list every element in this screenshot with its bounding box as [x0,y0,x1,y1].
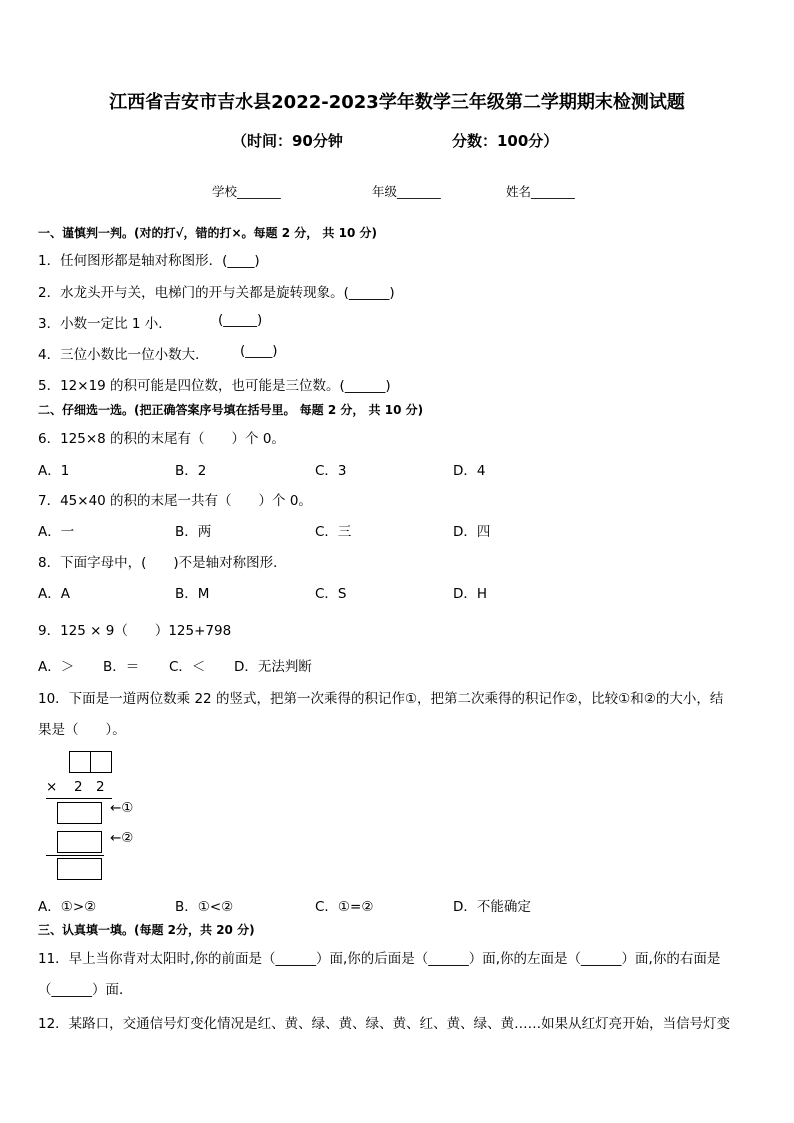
section-1-heading: 一、谨慎判一判。(对的打√，错的打×。每题 2 分， 共 10 分) [38,226,377,240]
q6-option-b: B．2 [175,463,207,479]
q7-option-a: A．一 [38,524,75,540]
q9-option-a: A．＞ [38,659,75,675]
q8-option-c: C．S [315,586,347,602]
grade-field: 年级_______ [372,184,441,199]
question-4-blank: (____) [240,343,278,359]
q8-option-d: D．H [453,586,488,602]
question-1: 1．任何图形都是轴对称图形．(____) [38,253,260,269]
multiply-sign: × [46,779,58,795]
tens-digit-box [69,751,91,773]
q10-option-a: A．①>② [38,899,97,915]
partial-product-1-arrow: ←① [110,800,134,816]
q6-option-d: D．4 [453,463,486,479]
q8-option-b: B．M [175,586,210,602]
q6-option-a: A．1 [38,463,70,479]
question-4: 4．三位小数比一位小数大． [38,347,209,363]
exam-time: （时间：90分钟 [232,132,343,150]
question-11-line-1: 11．早上当你背对太阳时,你的前面是（______）面,你的后面是（______）面,你的左面是（______）面,你的右面是 [38,951,721,967]
product-line-1 [46,798,112,799]
exam-score: 分数：100分） [452,132,559,150]
question-6: 6．125×8 的积的末尾有（ ）个 0。 [38,431,285,447]
multiplier-ones-digit: 2 [96,779,105,795]
q8-option-a: A．A [38,586,70,602]
q7-option-b: B．两 [175,524,212,540]
section-3-heading: 三、认真填一填。(每题 2分，共 20 分) [38,923,255,937]
q9-option-b: B．＝ [103,659,140,675]
q7-option-c: C．三 [315,524,352,540]
q7-option-d: D．四 [453,524,491,540]
q10-option-b: B．①<② [175,899,234,915]
ones-digit-box [90,751,112,773]
multiplier-tens-digit: 2 [74,779,83,795]
question-3-blank: (_____) [218,312,263,328]
partial-product-2-box [57,831,102,853]
q10-option-c: C．①=② [315,899,374,915]
product-line-2 [46,855,104,856]
question-10-line-2: 果是（ ）。 [38,722,126,738]
partial-product-1-box [57,802,102,824]
school-field: 学校_______ [212,184,281,199]
question-5: 5．12×19 的积可能是四位数，也可能是三位数。(______) [38,378,391,394]
q6-option-c: C．3 [315,463,347,479]
section-2-heading: 二、仔细选一选。(把正确答案序号填在括号里。 每题 2 分， 共 10 分) [38,403,424,417]
page-title: 江西省吉安市吉水县2022-2023学年数学三年级第二学期期末检测试题 [109,92,685,113]
question-10-line-1: 10．下面是一道两位数乘 22 的竖式，把第一次乘得的积记作①，把第二次乘得的积记作②，比较①和②的大小，结 [38,691,724,707]
partial-product-2-arrow: ←② [110,830,134,846]
question-3: 3．小数一定比 1 小． [38,316,172,332]
q9-option-c: C．＜ [169,659,206,675]
question-8: 8．下面字母中，( )不是轴对称图形． [38,555,287,571]
question-7: 7．45×40 的积的末尾一共有（ ）个 0。 [38,493,312,509]
question-2: 2．水龙头开与关，电梯门的开与关都是旋转现象。(______) [38,285,395,301]
name-field: 姓名_______ [506,184,575,199]
q10-option-d: D．不能确定 [453,899,531,915]
question-9: 9．125 × 9（ ）125+798 [38,623,232,639]
final-product-box [57,858,102,880]
question-12: 12．某路口，交通信号灯变化情况是红、黄、绿、黄、绿、黄、红、黄、绿、黄……如果从红灯亮开始，当信号灯变 [38,1016,731,1032]
q9-option-d: D．无法判断 [234,659,312,675]
question-11-line-2: （______）面． [38,982,133,998]
